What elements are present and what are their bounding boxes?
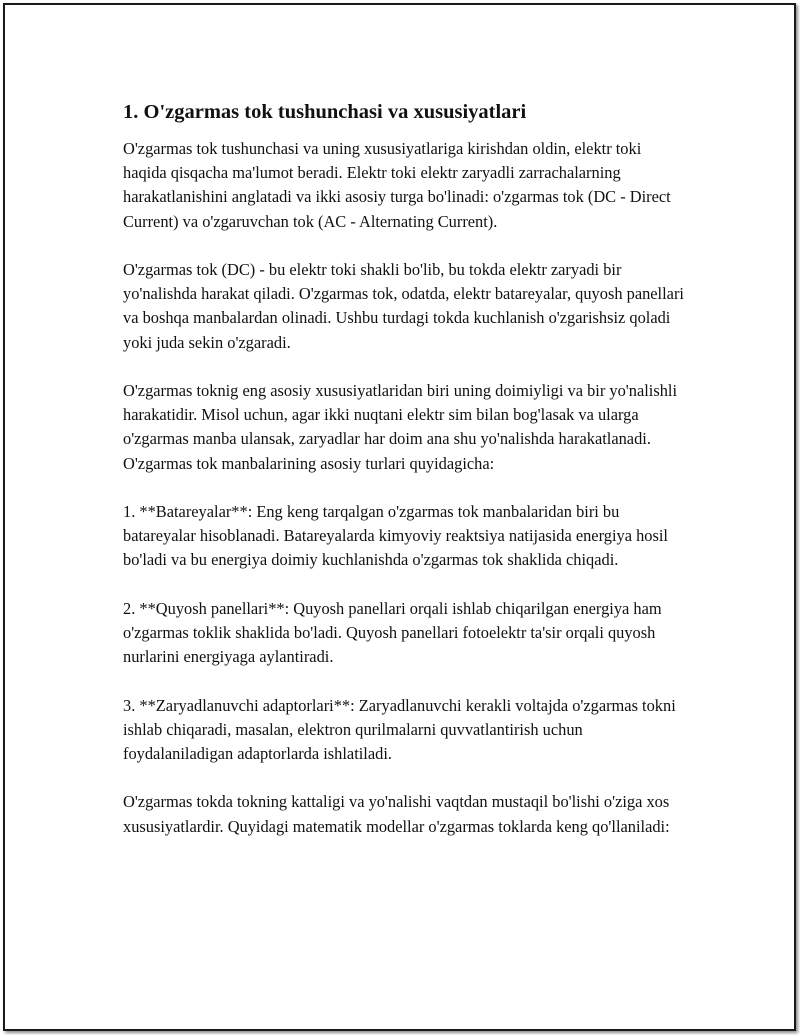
paragraph-dc-properties: O'zgarmas toknig eng asosiy xususiyatlaridan biri uning doimiyligi va bir yo'nalishli harakatidir. Misol uchun, agar ikki nuqtani elektr sim bilan bog'lasak va ularga o'zgarmas manba ulansak, zaryadlar har doim ana shu yo'nalishda harakatlanadi. O'zgarmas tok manbalarining asosiy turlari quyidagicha: <box>123 381 678 473</box>
list-item-solar-panels: 2. **Quyosh panellari**: Quyosh panellari orqali ishlab chiqarilgan energiya ham o'zgarmas toklik shaklida bo'ladi. Quyosh panellari fotoelektr ta'sir orqali quyosh nurlarini energiyaga aylantiradi. <box>123 598 662 667</box>
section-title: 1. O'zgarmas tok tushunchasi va xususiyatlari <box>123 101 527 123</box>
document-body <box>123 99 688 863</box>
paragraph-math-models: O'zgarmas tokda tokning kattaligi va yo'nalishi vaqtdan mustaqil bo'lishi o'ziga xos xususiyatlardir. Quyidagi matematik modellar o'zgarmas toklarda keng qo'llaniladi: <box>123 792 670 836</box>
paragraph-dc-definition: O'zgarmas tok (DC) - bu elektr toki shakli bo'lib, bu tokda elektr zaryadi bir yo'nalishda harakat qiladi. O'zgarmas tok, odatda, elektr batareyalar, quyosh panellari va boshqa manbalardan olinadi. Ushbu turdagi tokda kuchlanish o'zgarishsiz qoladi yoki juda sekin o'zgaradi. <box>123 260 684 352</box>
list-item-adapters: 3. **Zaryadlanuvchi adaptorlari**: Zaryadlanuvchi kerakli voltajda o'zgarmas tokni ishlab chiqaradi, masalan, elektron qurilmalarni quvvatlantirish uchun foydalaniladigan adaptorlarda ishlatiladi. <box>123 695 676 763</box>
page-frame <box>3 3 796 1031</box>
list-item-batteries: 1. **Batareyalar**: Eng keng tarqalgan o'zgarmas tok manbalaridan biri bu batareyalar hisoblanadi. Batareyalarda kimyoviy reaktsiya natijasida energiya hosil bo'ladi va bu energiya doimiy kuchlanishda o'zgarmas tok shaklida chiqadi. <box>123 502 668 570</box>
paragraph-intro: O'zgarmas tok tushunchasi va uning xususiyatlariga kirishdan oldin, elektr toki haqida qisqacha ma'lumot beradi. Elektr toki elektr zaryadli zarrachalarning harakatlanishini anglatadi va ikki asosiy turga bo'linadi: o'zgarmas tok (DC - Direct Current) va o'zgaruvchan tok (AC - Alternating Current). <box>123 139 671 231</box>
